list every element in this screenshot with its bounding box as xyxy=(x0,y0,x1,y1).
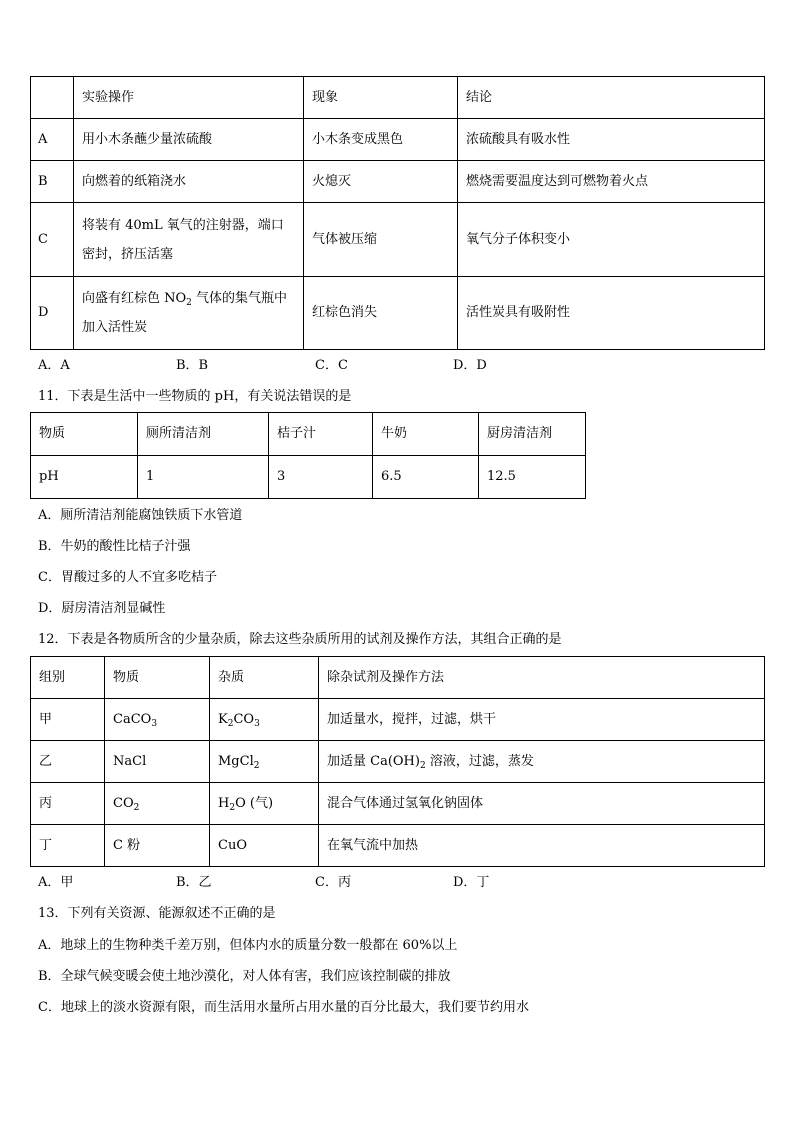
table-row xyxy=(31,456,586,499)
operation-cell: 用小木条蘸少量浓硫酸 xyxy=(74,119,304,161)
header-cell: 厨房清洁剂 xyxy=(479,413,586,456)
option-a[interactable]: A．A xyxy=(38,358,70,373)
group-cell: 丙 xyxy=(31,783,105,825)
q10-table xyxy=(30,76,765,350)
conclusion-cell: 浓硫酸具有吸水性 xyxy=(458,119,765,161)
table-row xyxy=(31,203,765,277)
header-cell: 结论 xyxy=(458,77,765,119)
method-cell: 在氧气流中加热 xyxy=(319,825,765,867)
q12-stem: 12．下表是各物质所含的少量杂质，除去这些杂质所用的试剂及操作方法，其组合正确的是 xyxy=(38,632,562,647)
option-c[interactable]: C．地球上的淡水资源有限，而生活用水量所占用水量的百分比最大，我们要节约用水 xyxy=(38,1000,529,1015)
option-b[interactable]: B．B xyxy=(176,358,209,373)
table-row xyxy=(31,825,765,867)
option-a[interactable]: A．甲 xyxy=(38,875,74,890)
row-label: B xyxy=(31,161,74,203)
table-row xyxy=(31,161,765,203)
table-header-row xyxy=(31,657,765,699)
header-cell: 物质 xyxy=(105,657,210,699)
value-cell: 6.5 xyxy=(373,456,479,499)
option-d[interactable]: D．厨房清洁剂显碱性 xyxy=(38,601,166,616)
impurity-cell: $H_2O$ (气) xyxy=(210,783,319,825)
impurity-cell: CuO xyxy=(210,825,319,867)
row-label: C xyxy=(31,203,74,277)
impurity-cell: $K_2CO_3$ xyxy=(210,699,319,741)
header-cell: 杂质 xyxy=(210,657,319,699)
operation-cell: 向燃着的纸箱浇水 xyxy=(74,161,304,203)
group-cell: 甲 xyxy=(31,699,105,741)
table-header-row xyxy=(31,77,765,119)
option-d[interactable]: D．D xyxy=(453,358,487,373)
header-cell: 现象 xyxy=(304,77,458,119)
operation-line: 将装有 40mL 氧气的注射器，端口 xyxy=(82,217,284,233)
method-cell: 加适量水，搅拌，过滤，烘干 xyxy=(319,699,765,741)
conclusion-cell: 燃烧需要温度达到可燃物着火点 xyxy=(458,161,765,203)
option-d[interactable]: D．丁 xyxy=(453,875,490,890)
option-b[interactable]: B．牛奶的酸性比桔子汁强 xyxy=(38,539,191,554)
method-cell: 加适量 $Ca(OH)_2$ 溶液，过滤，蒸发 xyxy=(319,741,765,783)
phenomenon-cell: 红棕色消失 xyxy=(304,277,458,350)
phenomenon-cell: 气体被压缩 xyxy=(304,203,458,277)
q11-table xyxy=(30,412,586,499)
table-row xyxy=(31,699,765,741)
phenomenon-cell: 火熄灭 xyxy=(304,161,458,203)
table-row xyxy=(31,119,765,161)
header-cell: 实验操作 xyxy=(74,77,304,119)
q12-table xyxy=(30,656,765,867)
q13-stem: 13．下列有关资源、能源叙述不正确的是 xyxy=(38,906,276,921)
operation-line: 向盛有红棕色 $NO_2$ 气体的集气瓶中 xyxy=(82,291,288,308)
group-cell: 乙 xyxy=(31,741,105,783)
table-row xyxy=(31,277,765,350)
phenomenon-cell: 小木条变成黑色 xyxy=(304,119,458,161)
value-cell: 12.5 xyxy=(479,456,586,499)
header-cell: 牛奶 xyxy=(373,413,479,456)
operation-line: 加入活性炭 xyxy=(82,320,148,335)
row-label: D xyxy=(31,277,74,350)
conclusion-cell: 活性炭具有吸附性 xyxy=(458,277,765,350)
table-row xyxy=(31,783,765,825)
operation-line: 密封，挤压活塞 xyxy=(82,246,174,262)
header-cell: 组别 xyxy=(31,657,105,699)
table-header-row xyxy=(31,413,586,456)
header-cell xyxy=(31,77,74,119)
option-a[interactable]: A．厕所清洁剂能腐蚀铁质下水管道 xyxy=(38,508,243,523)
method-cell: 混合气体通过氢氧化钠固体 xyxy=(319,783,765,825)
header-cell: 除杂试剂及操作方法 xyxy=(319,657,765,699)
option-c[interactable]: C．胃酸过多的人不宜多吃桔子 xyxy=(38,570,217,585)
value-cell: pH xyxy=(31,456,138,499)
substance-cell: $CO_2$ xyxy=(105,783,210,825)
value-cell: 3 xyxy=(269,456,373,499)
conclusion-cell: 氧气分子体积变小 xyxy=(458,203,765,277)
operation-cell xyxy=(74,203,304,277)
operation-cell xyxy=(74,277,304,350)
row-label: A xyxy=(31,119,74,161)
option-c[interactable]: C．丙 xyxy=(315,875,351,890)
header-cell: 物质 xyxy=(31,413,138,456)
option-b[interactable]: B．全球气候变暖会使土地沙漠化，对人体有害，我们应该控制碳的排放 xyxy=(38,969,451,984)
substance-cell: C 粉 xyxy=(105,825,210,867)
option-c[interactable]: C．C xyxy=(315,358,348,373)
value-cell: 1 xyxy=(138,456,269,499)
header-cell: 桔子汁 xyxy=(269,413,373,456)
q11-stem: 11．下表是生活中一些物质的 pH，有关说法错误的是 xyxy=(38,389,352,404)
group-cell: 丁 xyxy=(31,825,105,867)
header-cell: 厕所清洁剂 xyxy=(138,413,269,456)
option-a[interactable]: A．地球上的生物种类千差万别，但体内水的质量分数一般都在 60%以上 xyxy=(38,938,458,953)
table-row xyxy=(31,741,765,783)
option-b[interactable]: B．乙 xyxy=(176,875,212,890)
substance-cell: NaCl xyxy=(105,741,210,783)
substance-cell: CaCO$_3$ xyxy=(105,699,210,741)
impurity-cell: MgCl$_2$ xyxy=(210,741,319,783)
